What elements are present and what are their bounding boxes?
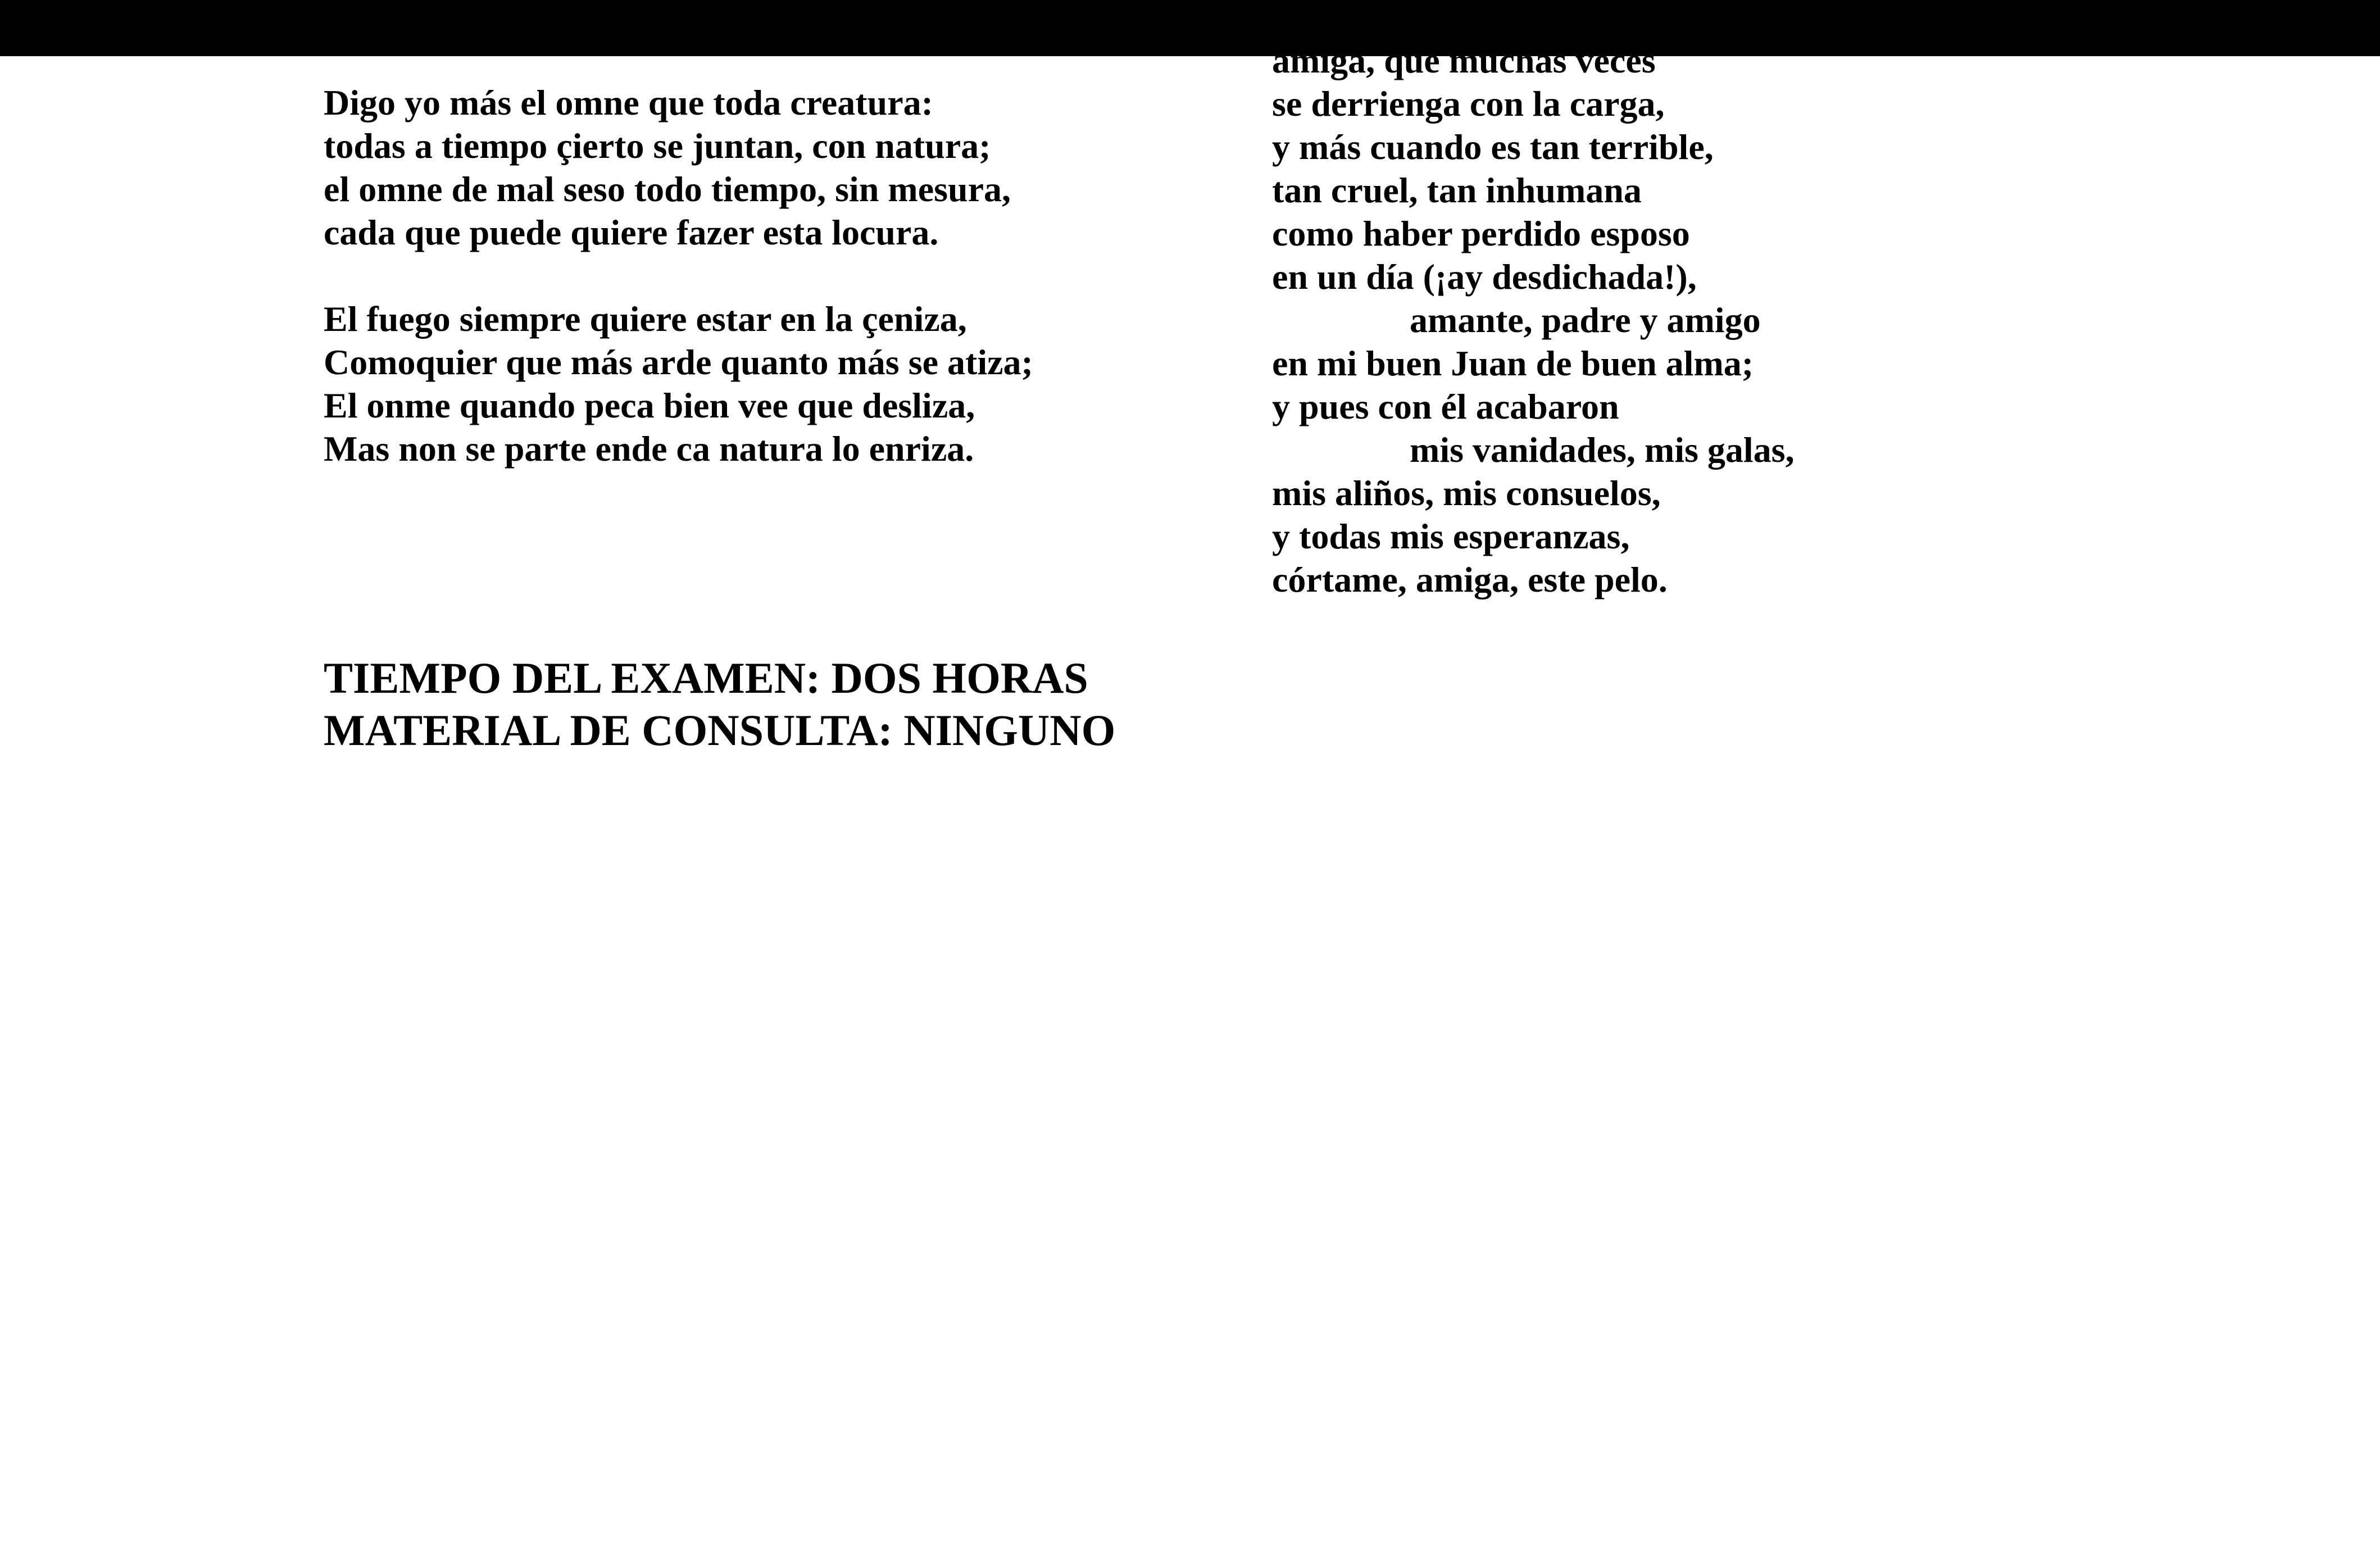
- verse-line: amiga, que muchas veces: [1272, 40, 1656, 80]
- verse-line: como haber perdido esposo: [1272, 214, 1690, 253]
- verse-line-indented: amante, padre y amigo: [1410, 300, 1761, 340]
- verse-line: Digo yo más el omne que toda creatura:: [324, 83, 933, 122]
- verse-line: todas a tiempo çierto se juntan, con natura;: [324, 126, 991, 166]
- verse-line: córtame, amiga, este pelo.: [1272, 560, 1668, 599]
- exam-time: TIEMPO DEL EXAMEN: DOS HORAS: [324, 653, 1088, 702]
- verse-line: y todas mis esperanzas,: [1272, 516, 1630, 556]
- verse-line: y más cuando es tan terrible,: [1272, 127, 1714, 167]
- verse-line-indented: mis vanidades, mis galas,: [1410, 430, 1795, 470]
- verse-line: Comoquier que más arde quanto más se atiza;: [324, 342, 1033, 382]
- exam-info: [324, 652, 1115, 756]
- verse-line: cada que puede quiere fazer esta locura.: [324, 212, 939, 252]
- verse-line: en un día (¡ay desdichada!),: [1272, 257, 1697, 297]
- verse-line: mis aliños, mis consuelos,: [1272, 473, 1661, 513]
- poem-right-column: [1272, 39, 2115, 601]
- verse-line: y pues con él acabaron: [1272, 387, 1619, 426]
- verse-line: el omne de mal seso todo tiempo, sin mesura,: [324, 169, 1011, 209]
- verse-line: en mi buen Juan de buen alma;: [1272, 343, 1754, 383]
- exam-material: MATERIAL DE CONSULTA: NINGUNO: [324, 706, 1116, 755]
- verse-line: se derrienga con la carga,: [1272, 84, 1665, 124]
- verse-line: El onme quando peca bien vee que desliza,: [324, 385, 975, 425]
- stanza-break: [324, 254, 1223, 297]
- verse-line: tan cruel, tan inhumana: [1272, 170, 1642, 210]
- verse-line: Mas non se parte ende ca natura lo enriza.: [324, 429, 974, 469]
- verse-line: El fuego siempre quiere estar en la çeniza,: [324, 299, 967, 339]
- poem-left-column: [324, 81, 1223, 470]
